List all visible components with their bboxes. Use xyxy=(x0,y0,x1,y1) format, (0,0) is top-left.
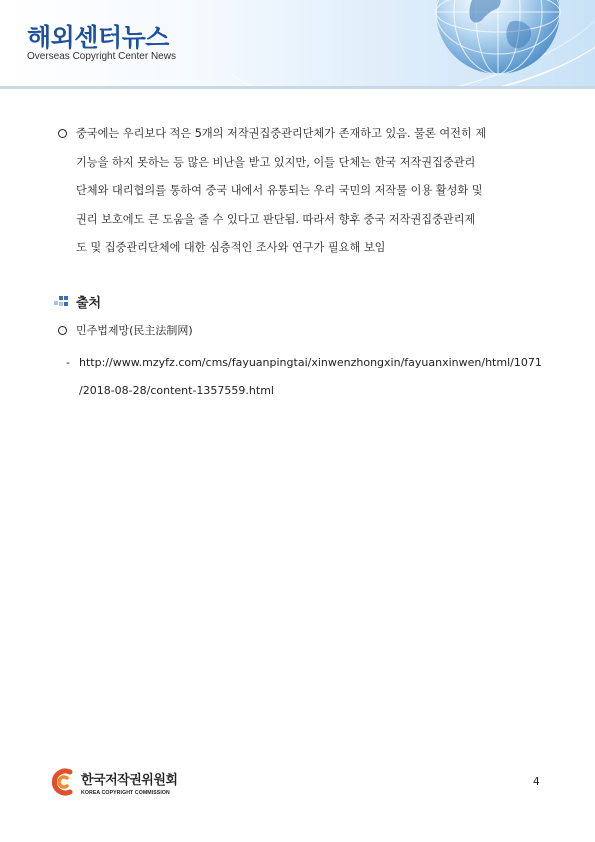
footer-logo xyxy=(48,766,177,798)
kcc-logo-icon xyxy=(48,766,76,798)
newsletter-title: 해외센터뉴스 xyxy=(27,23,169,52)
section-title: 출처 xyxy=(76,296,102,311)
header-divider xyxy=(0,86,595,89)
paragraph-line: 기능을 하지 못하는 등 많은 비난을 받고 있지만, 이들 단체는 한국 저작권집중관리 xyxy=(76,155,476,169)
paragraph-line: 권리 보호에도 큰 도움을 줄 수 있다고 판단됨. 따라서 향후 중국 저작권집중관리제 xyxy=(76,212,476,226)
org-name-english: KOREA COPYRIGHT COMMISSION xyxy=(81,789,170,796)
globe-icon xyxy=(418,0,595,86)
page-header xyxy=(0,0,595,86)
paragraph-line: 도 및 집중관리단체에 대한 심층적인 조사와 연구가 필요해 보임 xyxy=(76,241,386,254)
source-url-block xyxy=(66,349,542,405)
body-paragraph-block xyxy=(54,120,544,263)
paragraph-line: 단체와 대리협의를 통하여 중국 내에서 유통되는 우리 국민의 저작물 이용 활성화 및 xyxy=(76,184,483,197)
source-name: 민주법제망(民主法制网) xyxy=(76,324,193,337)
dash-bullet: - xyxy=(66,356,70,369)
org-name-korean: 한국저작권위원회 xyxy=(81,772,178,788)
source-item xyxy=(54,322,193,338)
source-url-line[interactable]: http://www.mzyfz.com/cms/fayuanpingtai/xinwenzhongxin/fayuanxinwen/html/1071 xyxy=(79,356,542,369)
paragraph-line: 중국에는 우리보다 적은 5개의 저작권집중관리단체가 존재하고 있음. 물론 여전히 제 xyxy=(76,127,487,140)
body-paragraph xyxy=(54,120,544,263)
circle-bullet-icon xyxy=(58,326,67,335)
squares-icon xyxy=(54,296,70,308)
circle-bullet-icon xyxy=(58,129,67,138)
footer-org-names xyxy=(81,769,177,796)
page-number: 4 xyxy=(533,776,540,788)
newsletter-subtitle: Overseas Copyright Center News xyxy=(27,51,176,62)
source-section-heading xyxy=(54,292,101,311)
source-url-line[interactable]: /2018-08-28/content-1357559.html xyxy=(79,384,274,397)
